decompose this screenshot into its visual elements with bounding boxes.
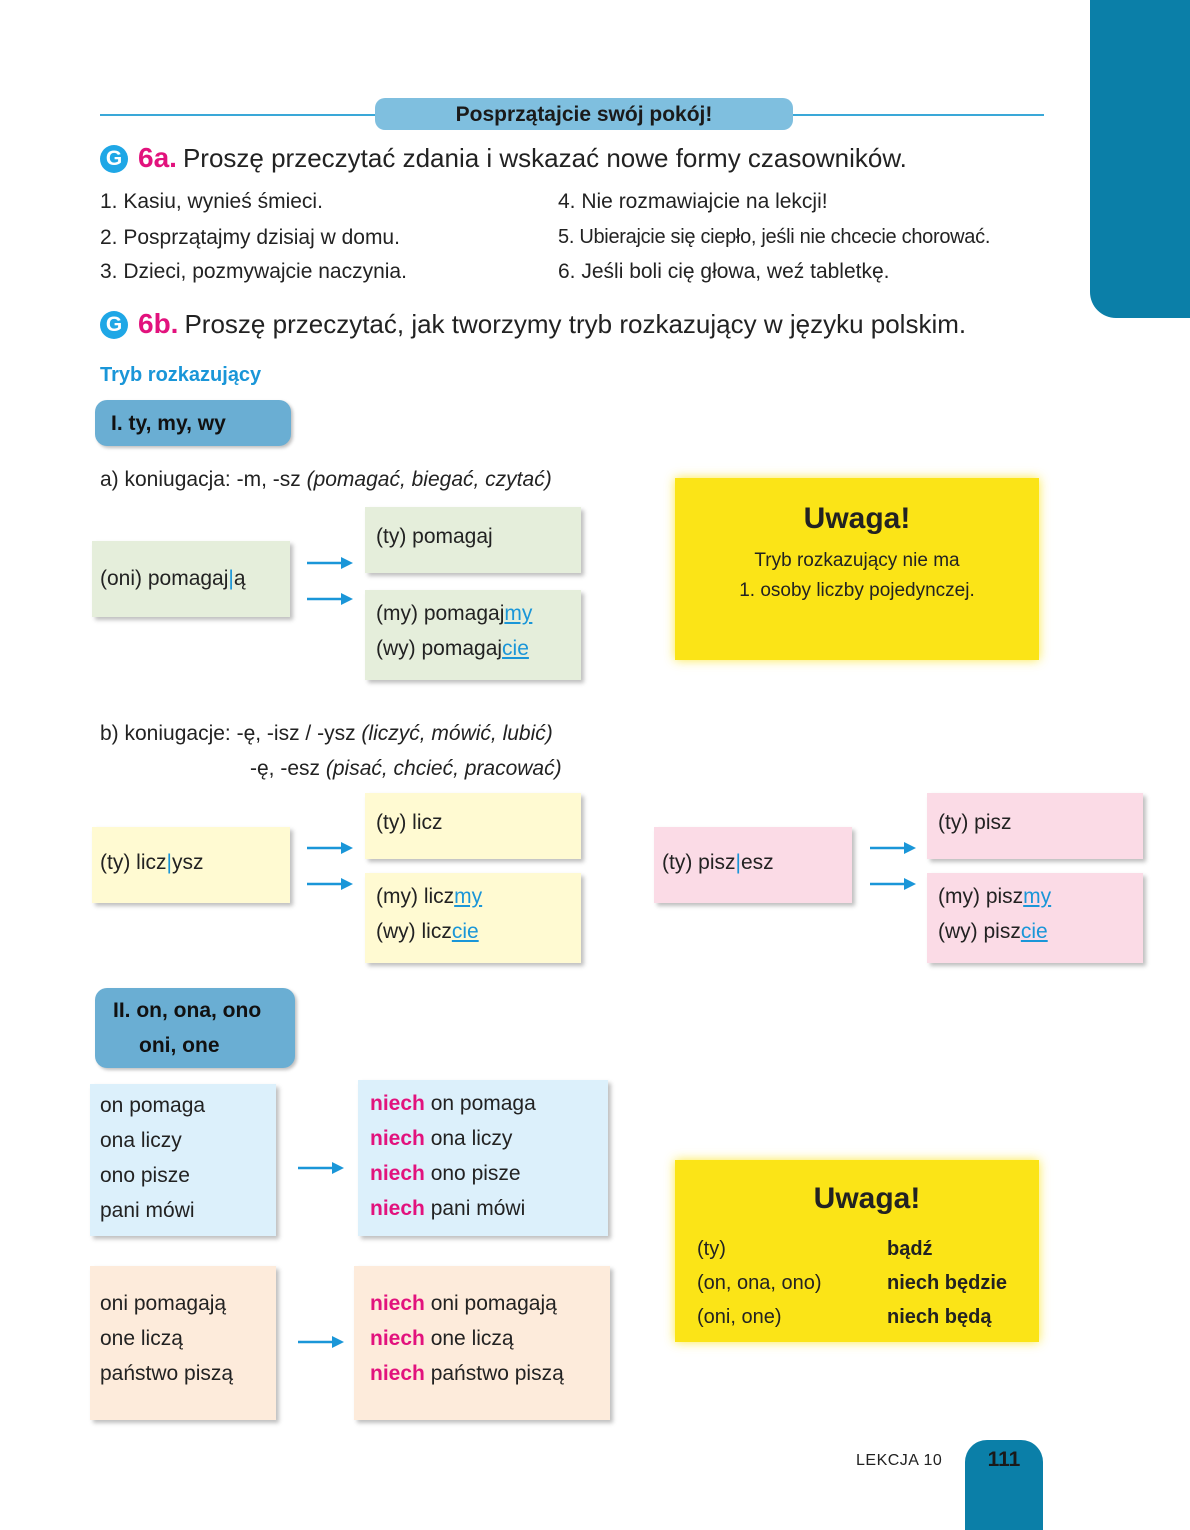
- arrow-right-icon: [307, 591, 353, 607]
- note-right-column: [887, 1232, 1007, 1334]
- note-row-value: niech będą: [887, 1306, 992, 1328]
- singular-forms-card: [90, 1084, 276, 1236]
- note-row-label: (on, ona, ono): [697, 1272, 822, 1294]
- rule-b: [100, 722, 553, 746]
- note-line-1: Tryb rozkazujący nie ma: [754, 550, 960, 571]
- part-2-label: [95, 988, 295, 1068]
- note-row-label: (ty): [697, 1238, 726, 1260]
- stem-divider: |: [228, 567, 234, 590]
- result-card-my-wy: [927, 873, 1143, 963]
- ending-my: my: [1023, 885, 1052, 908]
- source-stem: (ty) licz: [100, 851, 167, 874]
- form-text: ona liczy: [430, 1127, 513, 1150]
- grammar-icon: G: [100, 311, 128, 339]
- form-wy: [376, 631, 581, 666]
- grammar-icon: G: [100, 145, 128, 173]
- footer-lesson: LEKCJA 10: [856, 1452, 943, 1469]
- ending-my: my: [454, 885, 483, 908]
- exercise-instruction: Proszę przeczytać, jak tworzymy tryb rozkazujący w języku polskim.: [184, 309, 967, 339]
- sentence-3: 3. Dzieci, pozmywajcie naczynia.: [100, 260, 407, 283]
- form-row: [370, 1286, 610, 1321]
- exercise-number: 6b.: [138, 308, 179, 339]
- stem: (my) pomagaj: [376, 602, 505, 625]
- plural-forms-card: [90, 1266, 276, 1420]
- niech-word: niech: [370, 1127, 425, 1150]
- exercise-6a-heading: [100, 142, 907, 174]
- form-text: pani mówi: [430, 1197, 526, 1220]
- arrow-right-icon: [307, 876, 353, 892]
- sentence-1: 1. Kasiu, wynieś śmieci.: [100, 190, 323, 213]
- part-2-label-line-2: oni, one: [139, 1034, 220, 1057]
- source-ending: ysz: [171, 851, 204, 874]
- form-row: państwo piszą: [100, 1362, 234, 1385]
- arrow-right-icon: [298, 1334, 344, 1350]
- rule-a: [100, 468, 552, 492]
- niech-word: niech: [370, 1197, 425, 1220]
- arrow-right-icon: [298, 1160, 344, 1176]
- arrow-right-icon: [307, 840, 353, 856]
- stem: (wy) pomagaj: [376, 637, 503, 660]
- result-card-ty: (ty) pisz: [927, 793, 1143, 859]
- form-my: [376, 596, 581, 631]
- form-text: one liczą: [430, 1327, 514, 1350]
- rule-b2-text: -ę, -esz: [250, 757, 326, 780]
- form-row: pani mówi: [100, 1199, 195, 1222]
- singular-imperative-card: [358, 1080, 608, 1236]
- ending-cie: cie: [1020, 920, 1048, 943]
- exercise-6b-heading: [100, 308, 966, 340]
- side-tab: [1090, 0, 1190, 318]
- ending-cie: cie: [451, 920, 479, 943]
- form-wy: [376, 914, 581, 949]
- sentence-2: 2. Posprzątajmy dzisiaj w domu.: [100, 226, 400, 249]
- form-text: oni pomagają: [430, 1292, 557, 1315]
- stem-divider: |: [735, 851, 741, 874]
- note-box-1: [675, 478, 1039, 660]
- rule-b-text: b) koniugacje: -ę, -isz / -ysz: [100, 722, 362, 745]
- ending-cie: cie: [502, 637, 529, 660]
- stem: (wy) licz: [376, 920, 452, 943]
- note-title: Uwaga!: [813, 1182, 921, 1215]
- niech-word: niech: [370, 1092, 425, 1115]
- form-row: [370, 1321, 610, 1356]
- header-rule-left: [100, 114, 380, 116]
- form-row: [370, 1191, 608, 1226]
- result-card-my-wy: [365, 590, 581, 680]
- note-box-2: [675, 1160, 1039, 1342]
- niech-word: niech: [370, 1327, 425, 1350]
- form-my: [938, 879, 1143, 914]
- source-stem: (oni) pomagaj: [100, 567, 229, 590]
- result-card-ty: (ty) licz: [365, 793, 581, 859]
- source-ending: ą: [233, 567, 246, 590]
- page-number: 111: [987, 1448, 1021, 1471]
- form-text: on pomaga: [430, 1092, 536, 1115]
- form-text: ono pisze: [430, 1162, 521, 1185]
- form-text: państwo piszą: [430, 1362, 564, 1385]
- form-row: ona liczy: [100, 1129, 182, 1152]
- result-card-ty: (ty) pomagaj: [365, 507, 581, 573]
- note-row-label: (oni, one): [697, 1306, 782, 1328]
- rule-b-examples: (liczyć, mówić, lubić): [361, 722, 553, 745]
- niech-word: niech: [370, 1362, 425, 1385]
- form-row: [370, 1086, 608, 1121]
- stem: (my) pisz: [938, 885, 1024, 908]
- header-rule-right: [790, 114, 1044, 116]
- part-2-label-line-1: II. on, ona, ono: [113, 999, 262, 1022]
- rule-b2-examples: (pisać, chcieć, pracować): [325, 757, 562, 780]
- note-left-column: [697, 1232, 822, 1334]
- note-row-value: niech będzie: [887, 1272, 1008, 1294]
- note-title: Uwaga!: [803, 502, 911, 535]
- source-card-piszesz: [654, 827, 852, 903]
- sentence-6: 6. Jeśli boli cię głowa, weź tabletkę.: [558, 260, 890, 283]
- source-card-liczysz: [92, 827, 290, 903]
- stem: (wy) pisz: [938, 920, 1021, 943]
- result-card-my-wy: [365, 873, 581, 963]
- form-wy: [938, 914, 1143, 949]
- niech-word: niech: [370, 1162, 425, 1185]
- sentence-4: 4. Nie rozmawiajcie na lekcji!: [558, 190, 828, 213]
- arrow-right-icon: [870, 840, 916, 856]
- note-text: [675, 546, 1039, 606]
- rule-a-text: a) koniugacja: -m, -sz: [100, 468, 307, 491]
- source-stem: (ty) pisz: [662, 851, 736, 874]
- sentence-5: 5. Ubierajcie się ciepło, jeśli nie chcecie chorować.: [558, 226, 991, 248]
- form-row: [370, 1156, 608, 1191]
- source-card-pomagaja: [92, 541, 290, 617]
- source-ending: esz: [740, 851, 774, 874]
- form-my: [376, 879, 581, 914]
- note-line-2: 1. osoby liczby pojedynczej.: [739, 580, 975, 601]
- arrow-right-icon: [870, 876, 916, 892]
- form-row: [370, 1356, 610, 1391]
- rule-b2: [250, 757, 562, 781]
- form-row: on pomaga: [100, 1094, 206, 1117]
- exercise-number: 6a.: [138, 142, 177, 173]
- stem: (my) licz: [376, 885, 455, 908]
- note-row-value: bądź: [887, 1238, 933, 1260]
- lesson-title: Posprzątajcie swój pokój!: [375, 98, 793, 130]
- stem-divider: |: [166, 851, 172, 874]
- section-title: Tryb rozkazujący: [100, 364, 262, 386]
- niech-word: niech: [370, 1292, 425, 1315]
- ending-my: my: [504, 602, 533, 625]
- form-row: oni pomagają: [100, 1292, 227, 1315]
- form-row: [370, 1121, 608, 1156]
- exercise-instruction: Proszę przeczytać zdania i wskazać nowe formy czasowników.: [182, 143, 907, 173]
- form-row: one liczą: [100, 1327, 183, 1350]
- rule-a-examples: (pomagać, biegać, czytać): [306, 468, 552, 491]
- form-row: ono pisze: [100, 1164, 190, 1187]
- plural-imperative-card: [354, 1266, 610, 1420]
- part-1-label: I. ty, my, wy: [95, 400, 291, 446]
- page-number-tab: [965, 1440, 1043, 1530]
- arrow-right-icon: [307, 555, 353, 571]
